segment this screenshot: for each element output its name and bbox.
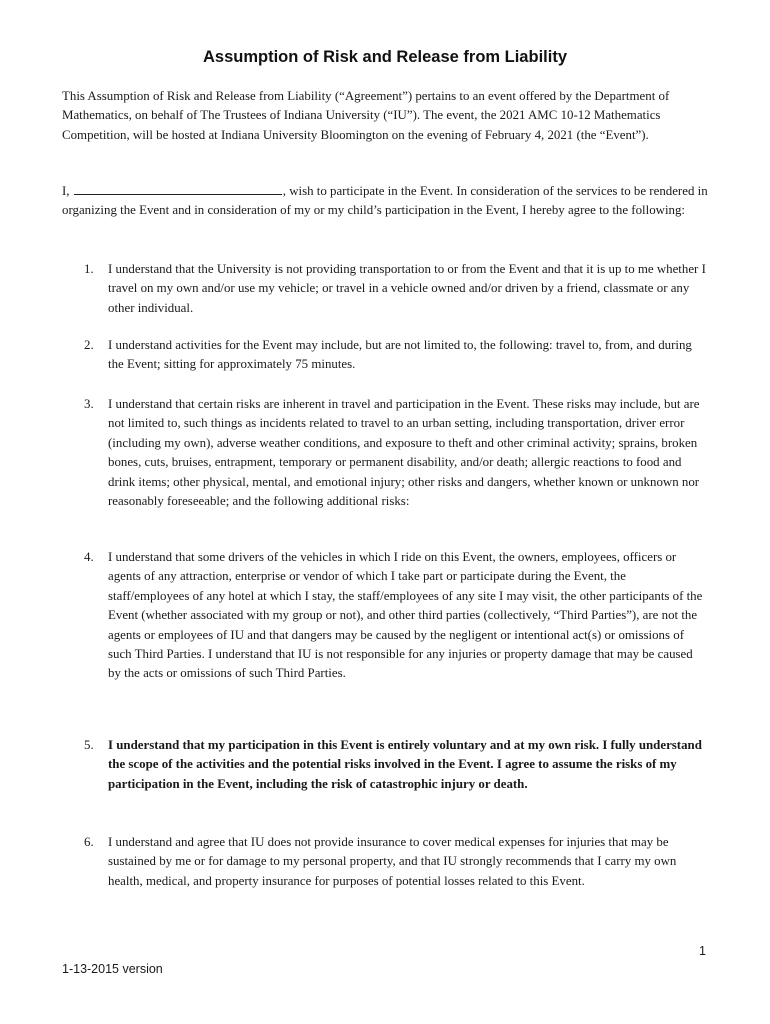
list-item-number: 5. xyxy=(84,738,94,752)
intro-paragraph: This Assumption of Risk and Release from Liability (“Agreement”) pertains to an event offered by the Department of Mathematics, on behalf of The Trustees of Indiana University (“IU”). The event, the 2021 AMC 10-12 Mathematics Competition, will be hosted at Indiana University Bloomington on the evening of February 4, 2021 (the “Event”). xyxy=(62,89,670,142)
list-item-text: I understand that some drivers of the vehicles in which I ride on this Event, the owners, employees, officers or agents of any attraction, enterprise or vendor of which I take part or participate during the Event, the staff/employees of any hotel at which I stay, the staff/employees of any site I may visit, the other participants of the Event (whether associated with my group or not), and other third parties (collectively, “Third Parties”), are not the agents or employees of IU and that dangers may be caused by the negligent or intentional act(s) or omissions of such Third Parties. I understand that IU is not responsible for any injuries or property damage that may be caused by the acts or omissions of such Third Parties. xyxy=(108,550,703,681)
list-item-text: I understand activities for the Event may include, but are not limited to, the following: travel to, from, and during the Event; sitting for approximately 75 minutes. xyxy=(108,338,692,372)
document-title: Assumption of Risk and Release from Liability xyxy=(203,48,567,66)
list-item-number: 4. xyxy=(84,550,94,564)
version-label: 1-13-2015 version xyxy=(62,962,163,976)
list-item-text: I understand that certain risks are inherent in travel and participation in the Event. These risks may include, but are not limited to, such things as incidents related to travel to an urban setting, including transportation, driver error (including my own), adverse weather conditions, and exposure to theft and other criminal activity; sprains, broken bones, cuts, bruises, entrapment, temporary or permanent disability, and/or death; allergic reactions to food and drink items; other physical, mental, and emotional injury; other risks and dangers, whether known or unknown nor reasonably foreseeable; and the following additional risks: xyxy=(108,397,700,509)
list-item-text: I understand that my participation in this Event is entirely voluntary and at my own risk. I fully understand the scope of the activities and the potential risks involved in the Event. I agree to assume the risks of my participation in the Event, including the risk of catastrophic injury or death. xyxy=(108,738,702,791)
list-item-number: 3. xyxy=(84,397,94,411)
list-item-number: 2. xyxy=(84,338,94,352)
name-blank-line[interactable] xyxy=(74,182,282,195)
consent-suffix: , wish to participate in the Event. In consideration of the services to be rendered in organizing the Event and in consideration of my or my child’s participation in the Event, I hereby agree to the following: xyxy=(62,184,708,218)
list-item-number: 6. xyxy=(84,835,94,849)
consent-prefix: I, xyxy=(62,184,70,198)
list-item-text: I understand and agree that IU does not provide insurance to cover medical expenses for injuries that may be sustained by me or for damage to my personal property, and that IU strongly recommends that I carry my own health, medical, and property insurance for purposes of potential losses related to this Event. xyxy=(108,835,677,888)
list-item-text: I understand that the University is not providing transportation to or from the Event and that it is up to me whether I travel on my own and/or use my vehicle; or travel in a vehicle owned and/or driven by a friend, classmate or any other individual. xyxy=(108,262,706,315)
list-item-number: 1. xyxy=(84,262,94,276)
consent-paragraph xyxy=(62,182,710,221)
page-number: 1 xyxy=(699,944,706,958)
